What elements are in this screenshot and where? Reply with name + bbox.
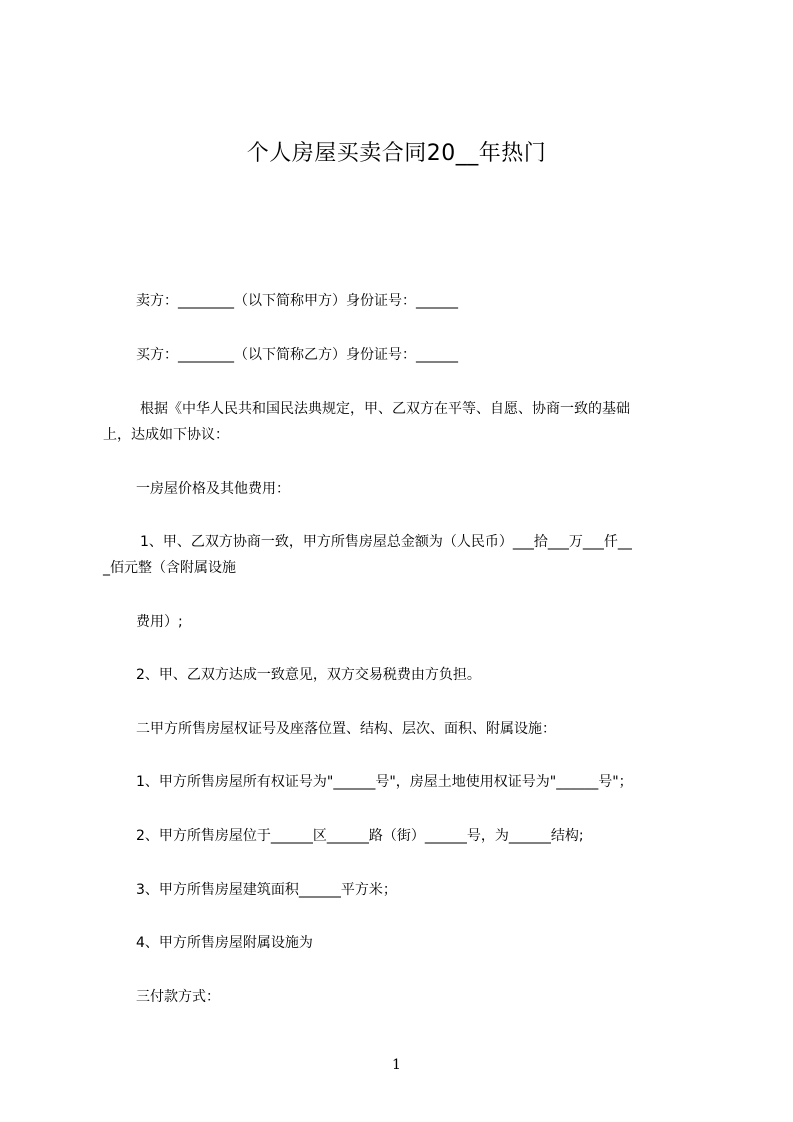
clause-2-3: 3、甲方所售房屋建筑面积______平方米；: [136, 882, 397, 898]
clause-1-1-line-1: 1、甲、乙双方协商一致，甲方所售房屋总金额为（人民币）___拾___万___仟__: [140, 534, 632, 550]
clause-1-1-line-2: _佰元整（含附属设施: [103, 560, 236, 576]
seller-line: 卖方：________（以下简称甲方）身份证号：______: [136, 293, 458, 309]
section-3-heading: 三付款方式：: [136, 989, 220, 1005]
preamble-line-2: 上，达成如下协议：: [103, 427, 229, 443]
clause-1-2: 2、甲、乙双方达成一致意见，双方交易税费由方负担。: [136, 667, 481, 683]
clause-2-2: 2、甲方所售房屋位于______区______路（街）______号，为______结构;: [136, 828, 584, 844]
section-2-heading: 二甲方所售房屋权证号及座落位置、结构、层次、面积、附属设施：: [136, 721, 556, 737]
clause-1-1-line-3: 费用）;: [136, 614, 183, 630]
clause-2-4: 4、甲方所售房屋附属设施为: [136, 935, 313, 951]
buyer-line: 买方：________（以下简称乙方）身份证号：______: [136, 347, 458, 363]
document-title: 个人房屋买卖合同20__年热门: [246, 141, 547, 166]
page-number: 1: [392, 1057, 401, 1073]
section-1-heading: 一房屋价格及其他费用：: [136, 481, 290, 497]
preamble-line-1: 根据《中华人民共和国民法典规定，甲、乙双方在平等、自愿、协商一致的基础: [140, 401, 630, 417]
clause-2-1: 1、甲方所售房屋所有权证号为"______号"，房屋土地使用权证号为"______号"；: [136, 774, 633, 790]
